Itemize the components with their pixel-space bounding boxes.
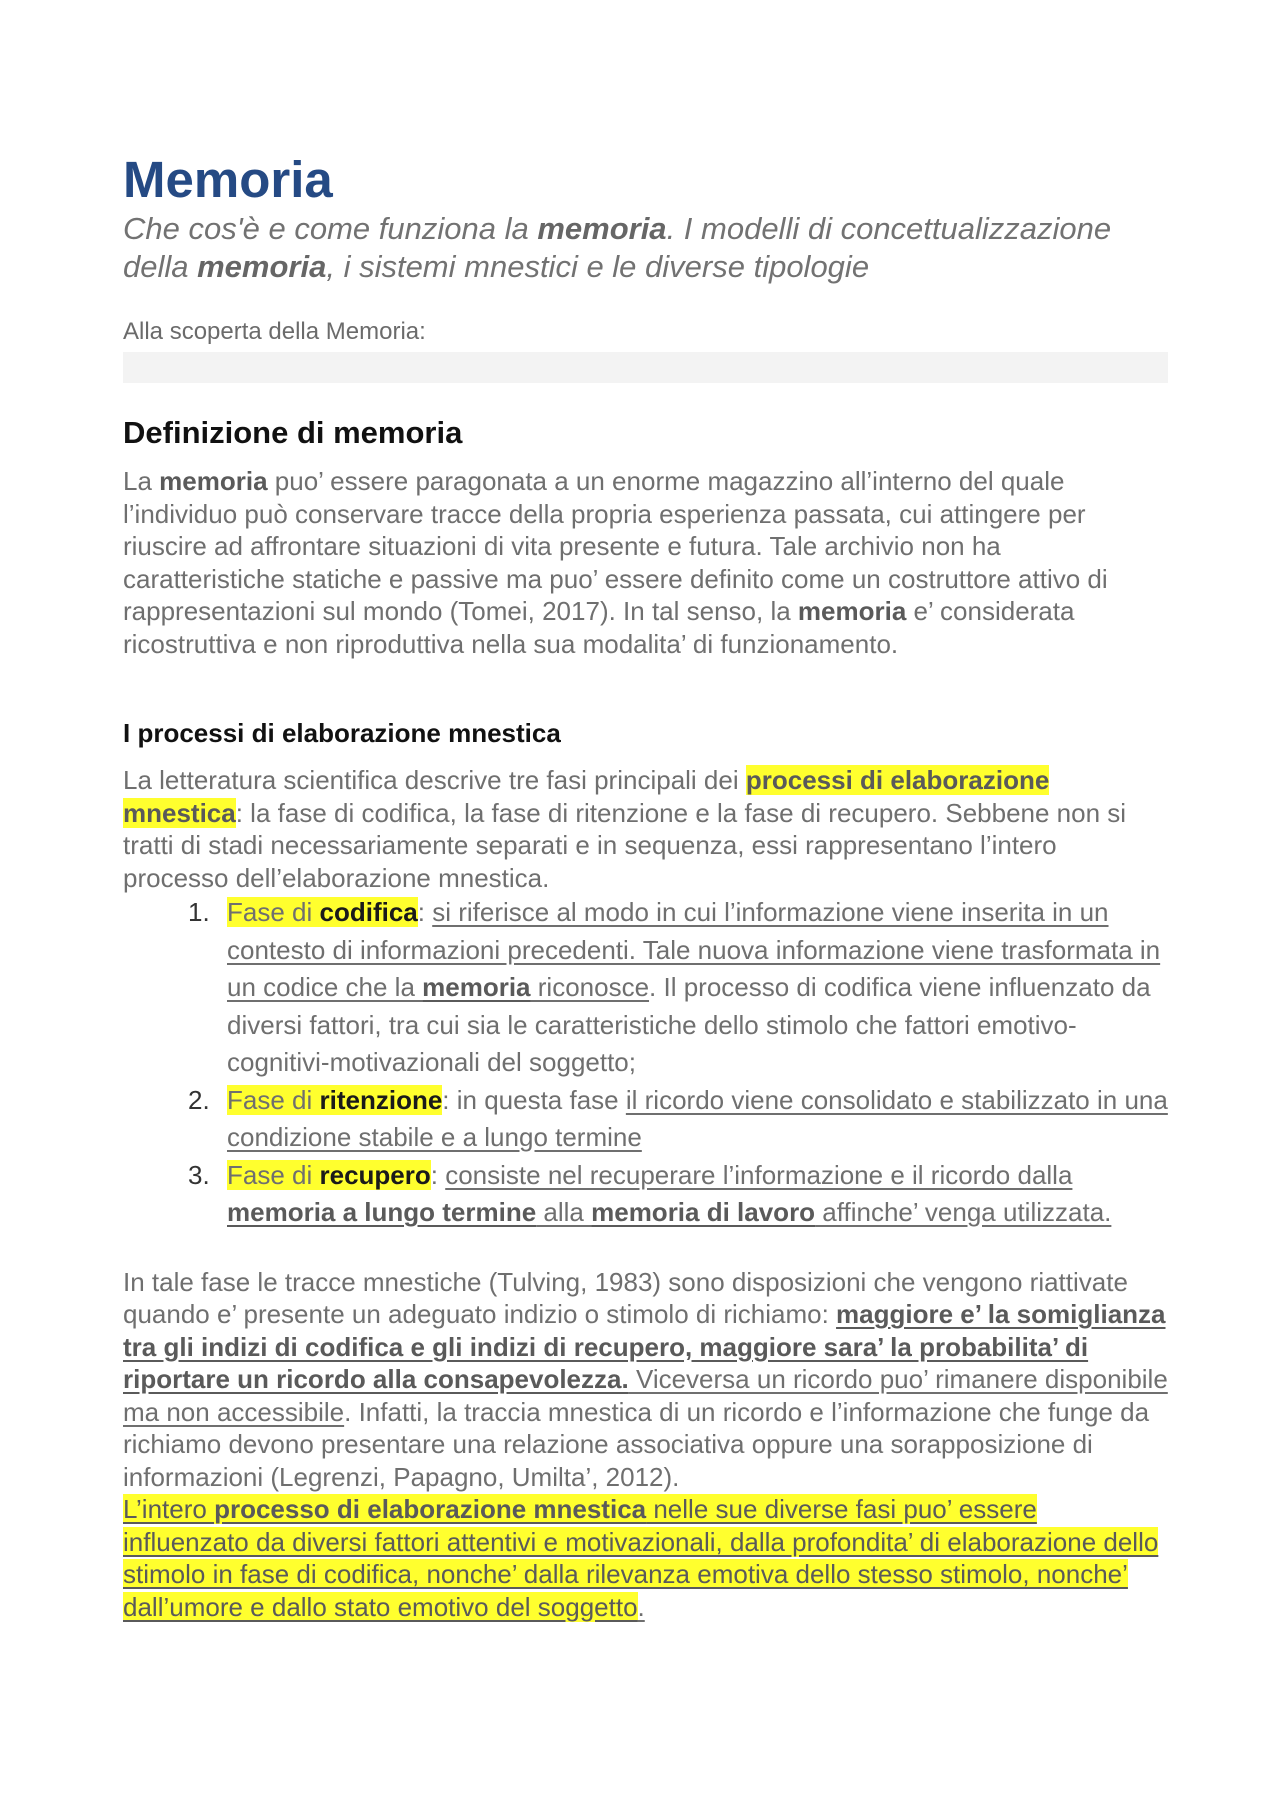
section-heading-definition: Definizione di memoria [123,415,463,450]
underlined-run: Viceversa un ricordo puo’ rimanere disponibile ma non accessibile [123,1364,1168,1427]
list-item [123,1082,1168,1157]
highlight-run [227,897,418,927]
intro-label: Alla scoperta della Memoria: [123,318,426,345]
text-run: : [417,897,433,927]
bold-run: memoria [159,466,268,496]
underlined-run: si riferisce al modo in cui l’informazione viene inserita in un contesto di informazioni precedenti. Tale nuova informazione viene trasformata in un codice che la [227,897,1161,1002]
text-run: . Infatti, la traccia mnestica di un ricordo e l’informazione che funge da richiamo devono presentare una relazione associativa oppure una sorapposizione di informazioni (Legrenzi, Papagno, Umilta’, 2012). [123,1396,1150,1492]
list-item [123,1157,1168,1232]
text-run: . [637,1591,645,1622]
text-run: La letteratura scientifica descrive tre fasi principali dei [123,765,746,795]
underlined-bold-run: processo di elaborazione mnestica [214,1494,647,1524]
text-run: : in questa fase [442,1084,626,1115]
definition-paragraph [123,465,1168,660]
text-run: : [430,1159,446,1190]
underlined-run: L’intero [123,1494,215,1524]
subtitle-text: Che cos'è e come funziona la [123,211,538,246]
underlined-bold-run: memoria di lavoro [591,1197,816,1227]
text-run: puo’ essere paragonata a un enorme magazzino all’interno del quale l’individuo può conservare tracce della propria esperienza passata, cui attingere per riuscire ad affrontare situazioni di vita presente e futura. Tale archivio non ha caratteristiche statiche e passive ma puo’ essere definito come un costruttore attivo di rappresentazioni sul mondo (Tomei, 2017). In tal senso, la [123,466,1108,626]
subtitle-text: . I modelli di concettualizzazione della [123,211,1112,284]
bold-run: recupero [319,1159,431,1190]
subtitle-bold: memoria [197,249,327,284]
bold-run: memoria [797,596,907,626]
underlined-bold-run: maggiore e’ la somiglianza tra gli indizi di codifica e gli indizi di recupero, maggiore sara’ la probabilita’ di riportare un ricordo alla consapevolezza. [123,1299,1166,1394]
highlight-run [227,1160,431,1190]
subtitle-bold: memoria [537,211,667,246]
underlined-run: affinche’ venga utilizzata. [815,1197,1112,1227]
section-heading-processes: I processi di elaborazione mnestica [123,718,561,748]
text-run: Fase di [227,1159,320,1190]
embed-placeholder [123,352,1168,383]
underlined-run: consiste nel recuperare l’informazione e il ricordo dalla [445,1159,1073,1190]
list-number: 2. [188,1084,210,1115]
list-number: 1. [188,897,210,927]
text-run: Fase di [227,1084,320,1115]
text-run: : la fase di codifica, la fase di ritenzione e la fase di recupero. Sebbene non si tratti di stadi necessariamente separati e in sequenza, essi rappresentano l’intero processo dell’elaborazione mnestica. [123,797,1127,893]
bold-run: codifica [319,897,418,927]
page-title: Memoria [123,151,333,208]
processes-paragraph [123,764,1168,894]
retrieval-paragraph [123,1266,1168,1494]
highlight-run [227,1085,442,1115]
underlined-bold-run: memoria [422,972,531,1002]
list-number: 3. [188,1159,210,1190]
list-item [123,894,1168,1082]
highlighted-bold-run: processi di elaborazione mnestica [123,765,1050,828]
text-run: . Il processo di codifica viene influenzato da diversi fattori, tra cui sia le caratteristiche dello stimolo che fattori emotivo-cognitivi-motivazionali del soggetto; [227,972,1151,1077]
text-run: In tale fase le tracce mnestiche (Tulving, 1983) sono disposizioni che vengono riattivate quando e’ presente un adeguato indizio o stimolo di richiamo: [123,1266,1128,1329]
underlined-run: alla [536,1197,592,1227]
underlined-run: riconosce [530,972,650,1002]
underlined-bold-run: memoria a lungo termine [227,1197,537,1227]
text-run: Fase di [227,897,320,927]
summary-paragraph [123,1493,1168,1623]
page-subtitle [123,210,1168,286]
phases-list [123,894,1168,1232]
subtitle-text: , i sistemi mnestici e le diverse tipologie [326,249,870,284]
underlined-run: il ricordo viene consolidato e stabilizzato in una condizione stabile e a lungo termine [227,1084,1168,1152]
document-page [123,150,1168,1623]
underlined-run: nelle sue diverse fasi puo’ essere influenzato da diversi fattori attentivi e motivazionali, dalla profondita’ di elaborazione dello stimolo in fase di codifica, nonche’ dalla rilevanza emotiva dello stesso stimolo, nonche’ dall’umore e dallo stato emotivo del soggetto [123,1494,1159,1622]
text-run: e’ considerata ricostruttiva e non riproduttiva nella sua modalita’ di funzionamento. [123,596,1075,659]
bold-run: ritenzione [319,1084,443,1115]
text-run: La [123,466,160,496]
